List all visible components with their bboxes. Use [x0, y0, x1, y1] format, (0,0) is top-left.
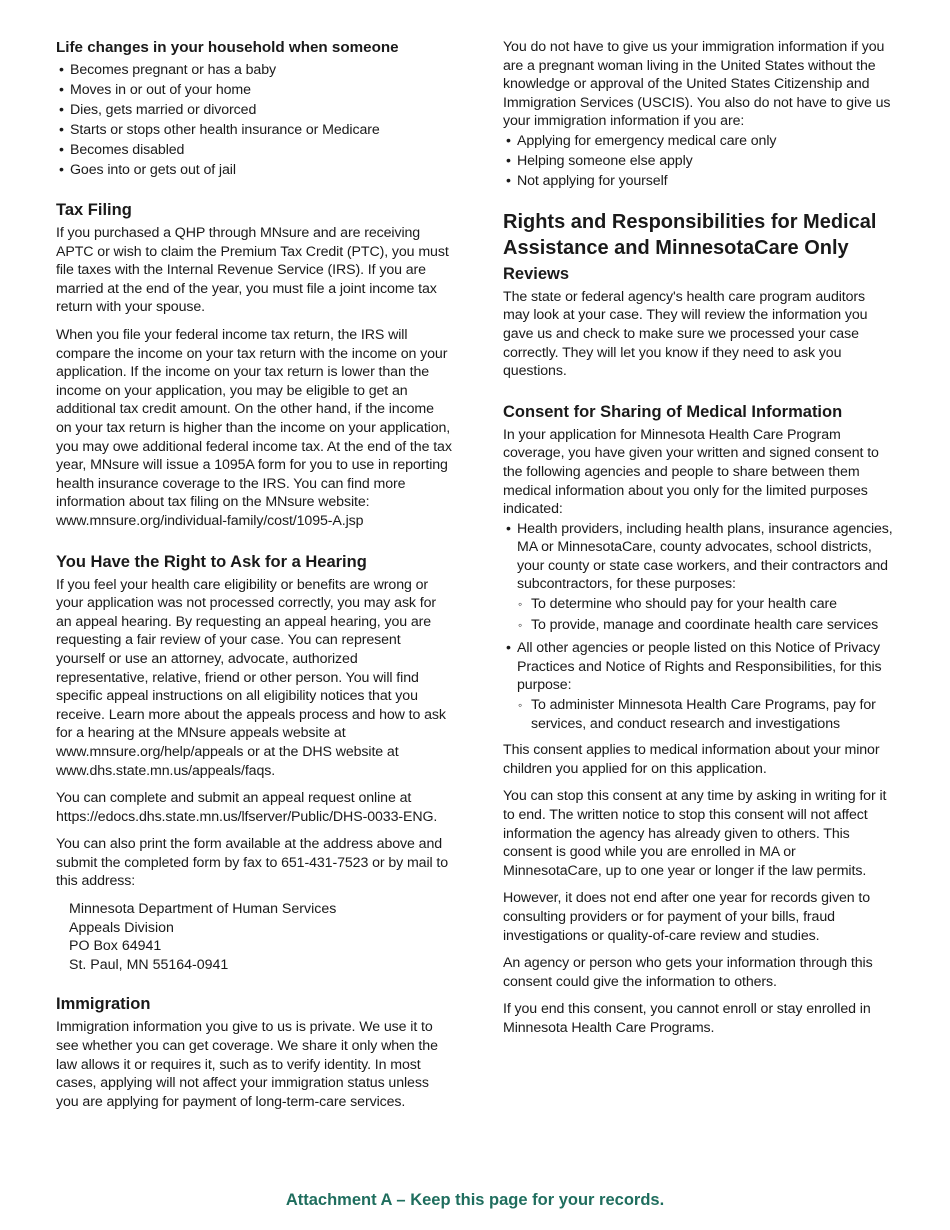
- list-item: • Becomes disabled: [56, 141, 452, 160]
- list-item: ◦ To provide, manage and coordinate health care services: [517, 616, 895, 635]
- hearing-paragraph-3: You can also print the form available at the address above and submit the completed form by fax to 651-431-7523 or by mail to this address:: [56, 836, 449, 890]
- consent-paragraph-2: This consent applies to medical information about your minor children you applied for on this application.: [503, 742, 880, 777]
- life-changes-list: [56, 61, 452, 180]
- footer-note: Attachment A – Keep this page for your records.: [285, 1191, 665, 1209]
- tax-filing-heading: Tax Filing: [56, 201, 132, 220]
- hearing-paragraph-2: You can complete and submit an appeal request online at https://edocs.dhs.state.mn.us/lfserver/Public/DHS-0033-ENG.: [56, 790, 438, 825]
- tax-filing-paragraph-2: When you file your federal income tax return, the IRS will compare the income on your tax return with the income on your application. If the income on your tax return is lower than the income on your application, you may be eligible to get an additional tax credit amount. On the other hand, if the income on your tax return is higher than the income on your application, you may owe additional federal income tax. At the end of the tax year, MNsure will issue a 1095A form for you to use in reporting health insurance coverage to the IRS. You can find more information about tax filing on the MNsure website: www.mnsure.org/individual-family/cost/1095-A.jsp: [56, 327, 452, 529]
- right-column: [503, 38, 895, 1047]
- immigration-heading: Immigration: [56, 995, 151, 1014]
- consent-paragraph-6: If you end this consent, you cannot enroll or stay enrolled in Minnesota Health Care Programs.: [503, 1001, 871, 1036]
- list-item: • Goes into or gets out of jail: [56, 161, 452, 180]
- consent-sublist: [517, 595, 895, 634]
- list-item: • Starts or stops other health insurance or Medicare: [56, 121, 452, 140]
- address-line: St. Paul, MN 55164-0941: [69, 956, 229, 973]
- consent-paragraph-4: However, it does not end after one year for records given to consulting providers or for payment of your bills, fraud investigations or quality-of-care review and studies.: [503, 890, 871, 944]
- hearing-heading: You Have the Right to Ask for a Hearing: [56, 552, 367, 571]
- list-item: ◦ To administer Minnesota Health Care Programs, pay for services, and conduct research and investigations: [517, 696, 895, 733]
- list-item: • Not applying for yourself: [503, 172, 895, 191]
- appeals-address: [56, 900, 452, 974]
- list-item: • Moves in or out of your home: [56, 81, 452, 100]
- list-item: ◦ To determine who should pay for your health care: [517, 595, 895, 614]
- consent-sublist: [517, 696, 895, 733]
- tax-filing-paragraph-1: If you purchased a QHP through MNsure and are receiving APTC or wish to claim the Premium Tax Credit (PTC), you must file taxes with the Internal Revenue Service (IRS). If you are married at the end of the year, you must file a joint income tax return with your spouse.: [56, 225, 449, 316]
- immigration-paragraph-1: Immigration information you give to us is private. We use it to see whether you can get coverage. We share it only when the law allows it or requires it, such as to verify identity. In most cases, applying will not affect your immigration status unless you are applying for payment of long-term-care services.: [56, 1019, 438, 1110]
- consent-paragraph-1: In your application for Minnesota Health Care Program coverage, you have given your written and signed consent to the following agencies and people to share between them medical information about you only for the limited purposes indicated:: [503, 426, 879, 518]
- address-line: Minnesota Department of Human Services: [69, 901, 337, 918]
- list-item: [503, 520, 895, 635]
- address-line: Appeals Division: [69, 919, 174, 936]
- list-item: • Applying for emergency medical care only: [503, 132, 895, 151]
- reviews-paragraph: The state or federal agency's health care program auditors may look at your case. They will review the information you gave us and check to make sure we processed your case correctly. They will let you know if they need to ask you questions.: [503, 288, 868, 380]
- consent-list: [503, 520, 895, 734]
- consent-paragraph-5: An agency or person who gets your information through this consent could give the information to others.: [503, 955, 873, 990]
- immigration-paragraph-2: You do not have to give us your immigration information if you are a pregnant woman living in the United States without the knowledge or approval of the United States Citizenship and Immigration Services (USCIS). You also do not have to give us your immigration information if you are:: [503, 39, 891, 130]
- list-item: • Helping someone else apply: [503, 152, 895, 171]
- consent-paragraph-3: You can stop this consent at any time by asking in writing for it to end. The written notice to stop this consent will not affect information the agency has already given to others. This consent is good while you are enrolled in MA or MinnesotaCare, up to one year or longer if the law permits.: [503, 788, 887, 879]
- left-column: [56, 38, 452, 1120]
- immigration-exceptions-list: [503, 132, 895, 191]
- reviews-heading: Reviews: [503, 264, 570, 283]
- list-item: • Becomes pregnant or has a baby: [56, 61, 452, 80]
- consent-item-text: Health providers, including health plans, insurance agencies, MA or MinnesotaCare, county advocates, school districts, your county or state case workers, and their contractors and subcontractors, for these purposes:: [517, 520, 893, 593]
- list-item: [503, 639, 895, 733]
- address-line: PO Box 64941: [69, 938, 162, 955]
- list-item: • Dies, gets married or divorced: [56, 101, 452, 120]
- life-changes-heading: Life changes in your household when someone: [56, 39, 399, 56]
- consent-item-text: All other agencies or people listed on this Notice of Privacy Practices and Notice of Rights and Responsibilities, for this purpose:: [517, 640, 882, 694]
- rights-responsibilities-heading: Rights and Responsibilities for Medical Assistance and MinnesotaCare Only: [503, 210, 877, 259]
- consent-heading: Consent for Sharing of Medical Information: [503, 402, 843, 421]
- hearing-paragraph-1: If you feel your health care eligibility or benefits are wrong or your application was not processed correctly, you may ask for an appeal hearing. By requesting an appeal hearing, you are requesting a fair review of your case. You can represent yourself or use an attorney, advocate, authorized representative, relative, friend or other person. You will find specific appeal instructions on all eligibility notices that you receive. Learn more about the appeals process and how to ask for a hearing at the MNsure appeals website at www.mnsure.org/help/appeals or at the DHS website at www.dhs.state.mn.us/appeals/faqs.: [56, 576, 446, 779]
